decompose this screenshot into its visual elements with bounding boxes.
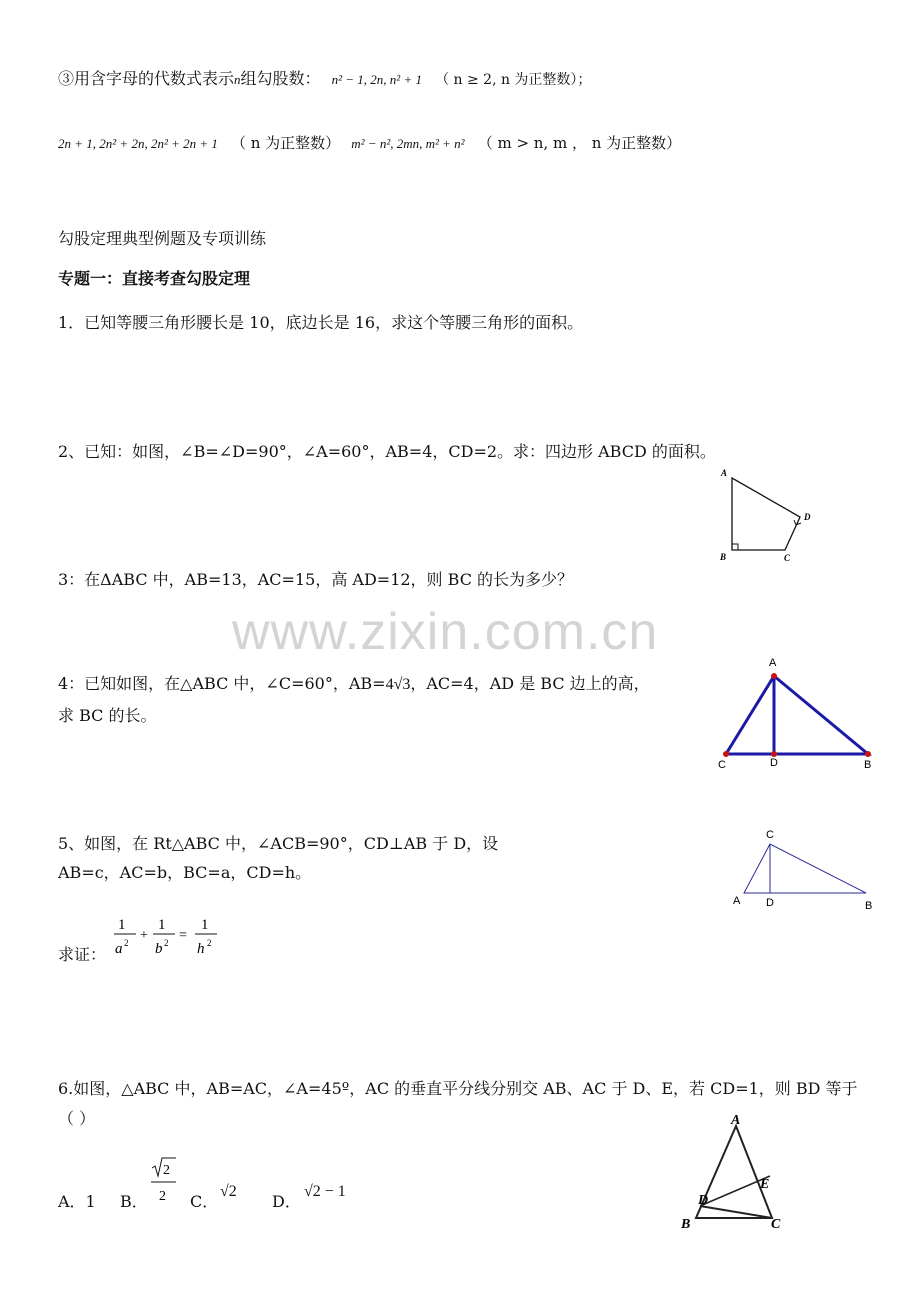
fig2-label-c: C — [784, 553, 791, 563]
problem-4-line-1 — [58, 673, 650, 696]
frac1-den: a — [115, 941, 123, 957]
intro-formula-2a: 2n + 1, 2n² + 2n, 2n² + 2n + 1 — [58, 136, 218, 151]
p5-formula-svg — [112, 912, 222, 962]
frac2-den: b — [155, 941, 163, 957]
right-angle-b — [732, 544, 738, 550]
fig2-label-b: B — [720, 552, 727, 562]
intro-condition-1: （ n ≥ 2, n 为正整数）； — [435, 72, 592, 88]
sqrt-arg-b: 2 — [163, 1163, 170, 1178]
p4-text-b: ，AC=4，AD 是 BC 边上的高， — [410, 674, 650, 693]
frac3-num: 1 — [201, 917, 209, 933]
fig5-label-b: B — [865, 900, 873, 912]
problem-6-line-1: 6.如图，△ABC 中，AB=AC，∠A=45º，AC 的垂直平分线分别交 AB、AC 于 D、E，若 CD=1，则 BD 等于 — [58, 1079, 858, 1098]
point-a — [771, 673, 777, 679]
intro-line-1 — [58, 68, 591, 91]
problem-5-line-1: 5、如图，在 Rt△ABC 中，∠ACB=90°，CD⊥AB 于 D，设 — [58, 834, 499, 853]
problem-6-line-2: （ ） — [58, 1109, 96, 1128]
fig4-label-c: C — [718, 759, 726, 771]
frac2-exp: 2 — [164, 938, 169, 948]
intro-formula-1: n² − 1, 2n, n² + 1 — [331, 72, 422, 87]
p6-choice-c-value: √2 — [220, 1183, 237, 1200]
plus-sign: + — [140, 928, 148, 943]
frac1-num: 1 — [118, 917, 126, 933]
problem-2: 2、已知：如图，∠B=∠D=90°，∠A=60°，AB=4，CD=2。求：四边形 ABCD 的面积。 — [58, 442, 716, 461]
fig4-label-a: A — [769, 657, 777, 669]
p6-choice-c: C． — [190, 1192, 219, 1211]
intro-text-2: 组勾股数： — [240, 69, 321, 88]
topic-title: 专题一：直接考查勾股定理 — [58, 269, 251, 288]
p6-choice-d: D． — [272, 1192, 301, 1211]
fig5-label-d: D — [766, 897, 774, 909]
intro-line-2 — [58, 132, 681, 155]
fig5-label-c: C — [766, 829, 774, 841]
fig6-label-b: B — [681, 1217, 691, 1232]
frac-den-b: 2 — [159, 1189, 166, 1204]
fig6-label-e: E — [760, 1177, 770, 1192]
figure-2-quadrilateral — [715, 462, 815, 568]
triangle-abc — [726, 676, 868, 754]
p6-choice-d-value: √2 − 1 — [304, 1183, 346, 1200]
p6-choice-b-value — [148, 1154, 178, 1210]
intro-condition-2a: （ n 为正整数） — [230, 134, 341, 152]
point-c — [723, 751, 729, 757]
figure-5-right-triangle — [728, 824, 882, 914]
p6-choice-a: A．1 — [58, 1192, 96, 1211]
frac1-exp: 2 — [124, 938, 129, 948]
watermark: www.zixin.com.cn — [232, 603, 659, 661]
fig2-label-a: A — [721, 468, 728, 478]
p6-choice-b: B． — [120, 1192, 148, 1211]
figure-4-triangle — [712, 652, 884, 774]
problem-3: 3：在ΔABC 中，AB=13，AC=15，高 AD=12，则 BC 的长为多少？ — [58, 570, 574, 589]
segment-dc — [700, 1206, 772, 1218]
frac2-num: 1 — [158, 917, 166, 933]
intro-text: ③用含字母的代数式表示 — [58, 69, 235, 88]
problem-4-line-2: 求 BC 的长。 — [58, 706, 157, 725]
frac3-exp: 2 — [207, 938, 212, 948]
fig6-label-c: C — [771, 1217, 781, 1232]
fig5-label-a: A — [733, 895, 741, 907]
intro-condition-2b: （ m > n, m ， n 为正整数） — [477, 134, 682, 152]
problem-5-line-2: AB=c，AC=b，BC=a，CD=h。 — [58, 863, 312, 882]
quadrilateral-abcd — [732, 478, 800, 550]
fig6-label-d: D — [698, 1193, 709, 1208]
point-b — [865, 751, 871, 757]
intro-n: n — [234, 72, 241, 87]
fig4-label-d: D — [770, 757, 778, 769]
problem-1: 1．已知等腰三角形腰长是 10，底边长是 16，求这个等腰三角形的面积。 — [58, 313, 584, 332]
p4-sqrt: 4√3 — [385, 676, 411, 693]
section-title: 勾股定理典型例题及专项训练 — [58, 229, 267, 248]
fig2-label-d: D — [804, 512, 811, 522]
p6-b-fraction — [148, 1154, 178, 1210]
problem-5-prove: 求证： — [58, 945, 107, 964]
p4-text-a: 4：已知如图，在△ABC 中，∠C=60°，AB= — [58, 674, 386, 693]
fig6-label-a: A — [731, 1113, 741, 1128]
frac3-den: h — [197, 941, 205, 957]
equals-sign: = — [179, 928, 187, 943]
fig4-label-b: B — [864, 759, 872, 771]
triangle-abc-right — [744, 844, 866, 893]
p5-formula — [112, 912, 222, 962]
figure-6-triangle — [676, 1110, 796, 1232]
intro-formula-2b: m² − n², 2mn, m² + n² — [351, 136, 465, 151]
